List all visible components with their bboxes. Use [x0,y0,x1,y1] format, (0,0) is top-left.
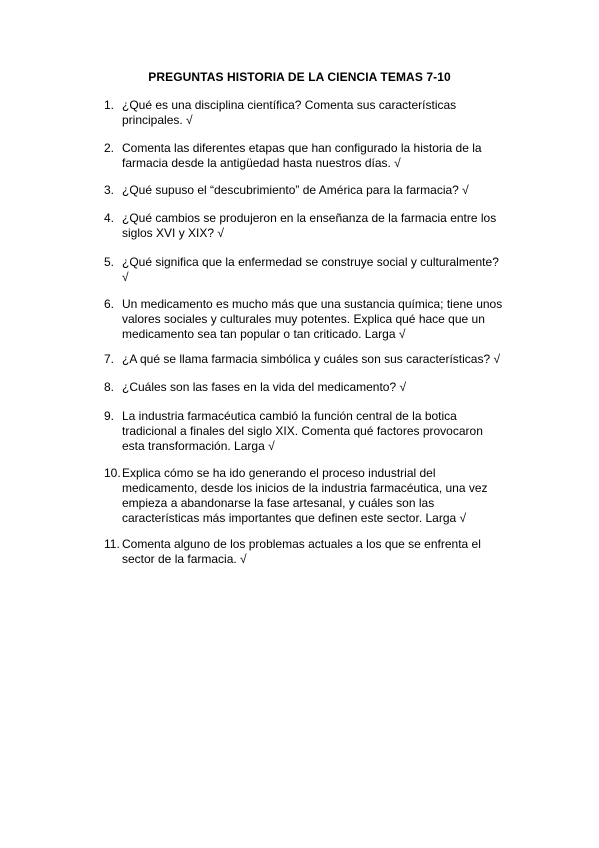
question-number: 4. [104,211,115,225]
question-number: 1. [104,98,115,112]
question-number: 6. [104,297,115,311]
question-number: 5. [104,255,115,269]
question-number: 3. [104,183,115,197]
question-text: La industria farmacéutica cambió la función central de la botica tradicional a finales del siglo XIX. Comenta qué factores provocaron esta transformación. Larga √ [122,409,483,453]
question-item [104,183,504,198]
question-number: 7. [104,352,115,366]
question-number: 2. [104,141,115,155]
question-text: ¿Cuáles son las fases en la vida del medicamento? √ [122,380,407,394]
question-number: 8. [104,380,115,394]
question-item [104,255,504,285]
question-item [104,409,504,454]
question-number: 11. [104,537,120,551]
question-item [104,466,504,526]
question-text: ¿Qué es una disciplina científica? Comenta sus características principales. √ [122,98,457,127]
question-text: ¿Qué supuso el “descubrimiento” de América para la farmacia? √ [122,183,469,197]
question-text: Comenta las diferentes etapas que han configurado la historia de la farmacia desde la antigüedad hasta nuestros días. √ [122,141,482,170]
question-item [104,211,504,241]
question-item [104,297,504,342]
question-number: 10. [104,466,121,480]
question-item [104,380,504,395]
question-text: Un medicamento es mucho más que una sustancia química; tiene unos valores sociales y culturales muy potentes. Explica qué hace que un medicamento sea tan popular o tan criticado. Larga √ [122,297,503,341]
question-item [104,141,504,171]
document-title: PREGUNTAS HISTORIA DE LA CIENCIA TEMAS 7-10 [148,70,451,84]
question-text: ¿Qué cambios se produjeron en la enseñanza de la farmacia entre los siglos XVI y XIX? √ [122,211,497,240]
question-text: Explica cómo se ha ido generando el proceso industrial del medicamento, desde los inicios de la industria farmacéutica, una vez empieza a abandonarse la fase artesanal, y cuáles son las características más importantes que definen este sector. Larga √ [122,466,488,525]
question-item [104,352,504,367]
question-text: ¿Qué significa que la enfermedad se construye social y culturalmente? √ [122,255,499,284]
question-number: 9. [104,409,115,423]
question-text: Comenta alguno de los problemas actuales a los que se enfrenta el sector de la farmacia. √ [122,537,481,566]
question-item [104,537,504,567]
question-text: ¿A qué se llama farmacia simbólica y cuáles son sus características? √ [122,352,501,366]
question-item [104,98,504,128]
